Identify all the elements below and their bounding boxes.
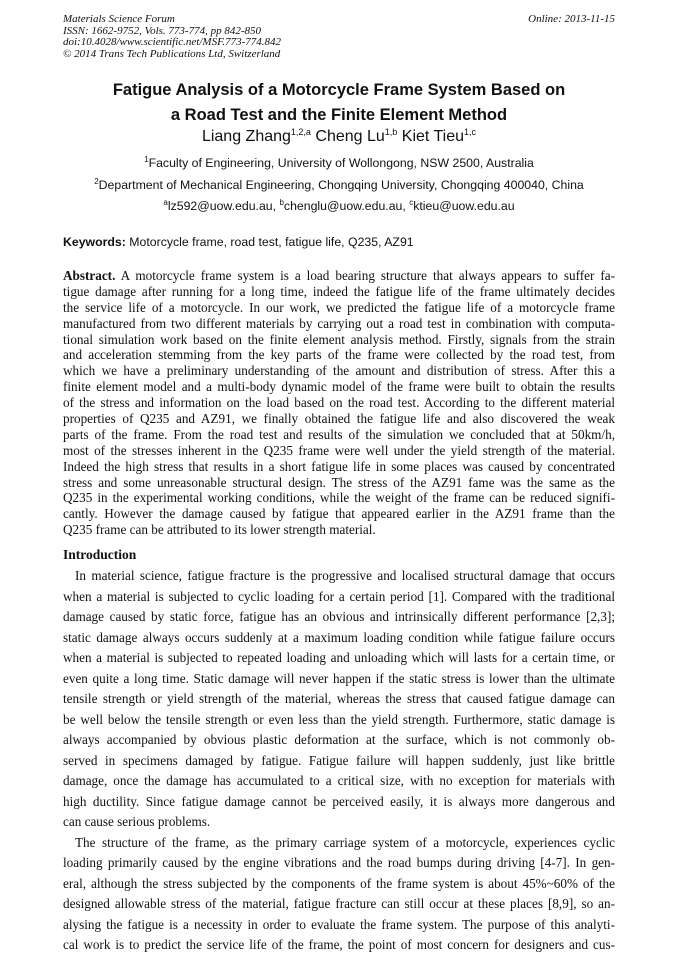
- author-name: Kiet Tieu: [401, 128, 465, 145]
- abstract-line: parts of the frame. From the road test and results of the simulation we concluded that at 50km/h,: [63, 426, 615, 442]
- doi-line: doi:10.4028/www.scientific.net/MSF.773-774.842: [63, 36, 282, 49]
- email-link[interactable]: lz592@uow.edu.au,: [167, 199, 280, 213]
- abstract-line: most of the stresses inherent in the Q235 frame were well under the yield strength of the material.: [63, 442, 615, 458]
- affiliation-mark: 1: [144, 155, 149, 164]
- abstract-line: cantly. However the damage caused by fatigue that appeared earlier in the AZ91 frame than the: [63, 506, 615, 522]
- abstract-line: tional simulation work based on the finite element analysis method. Firstly, signals from the strain: [63, 331, 615, 347]
- affiliation-text: Faculty of Engineering, University of Wollongong, NSW 2500, Australia: [148, 156, 534, 170]
- intro-line: damage caused by static force, fatigue has an obvious and intrinsically different performance [2,3];: [63, 609, 615, 624]
- abstract-line: manufactured from two different materials by carrying out a road test in combination with computa-: [63, 315, 615, 331]
- keywords-label: Keywords:: [63, 235, 126, 249]
- title-line-1: Fatigue Analysis of a Motorcycle Frame System Based on: [112, 81, 566, 99]
- intro-line: can cause serious problems.: [63, 814, 211, 829]
- keywords: [63, 234, 414, 250]
- intro-line: when a material is subjected to cyclic loading for a certain period [1]. Compared with the traditional: [63, 588, 615, 604]
- affiliation-mark: 2: [94, 177, 99, 186]
- abstract-line: of the stress and information on the load based on the road test. According to the different material: [63, 395, 615, 411]
- abstract-line: Q235 in the experimental working conditions, while the weight of the frame can be reduced signifi-: [63, 490, 615, 506]
- intro-line: loading primarily caused by the engine vibrations and the road bumps during driving [4-7]. In gen-: [63, 855, 615, 870]
- intro-line: served in specimens damaged by fatigue. Fatigue failure will happen suddenly, just like brittle: [63, 752, 615, 768]
- abstract-line: Indeed the high stress that results in a short fatigue life in some places was caused by concentrated: [63, 458, 615, 474]
- abstract: [63, 268, 615, 538]
- intro-line: when a material is subjected to repeated loading and unloading which will lasts for a certain time, or: [63, 650, 615, 665]
- intro-line: static damage always occurs suddenly at a maximum loading condition while fatigue failure occurs: [63, 629, 615, 645]
- intro-line: alysing the fatigue is a necessity in order to evaluate the frame system. The purpose of this analyti-: [63, 916, 615, 932]
- email-mark: b: [279, 198, 284, 207]
- abstract-line: finite element model and a multi-body dynamic model of the frame were built to obtain the results: [63, 379, 615, 395]
- section-heading-introduction: Introduction: [63, 547, 137, 562]
- email-mark: c: [409, 198, 414, 207]
- intro-line: eral, although the stress subjected by the components of the frame system is about 45%~60% of the: [63, 875, 615, 891]
- email-link[interactable]: chenglu@uow.edu.au,: [283, 199, 410, 213]
- intro-line: high ductility. Since fatigue damage cannot be perceived easily, it is always more dangerous and: [63, 793, 615, 809]
- abstract-line: stress and some unreasonable structural design. The stress of the AZ91 fame was the same as the: [63, 474, 615, 490]
- author-list: [0, 127, 678, 147]
- author-emails: [0, 198, 678, 214]
- abstract-line: which we have a preliminary understanding of the amount and distribution of stress. After this a: [63, 363, 615, 379]
- abstract-line: and acceleration stemming from the key parts of the frame were collected by the road test, from: [63, 347, 615, 363]
- intro-line: damage, once the damage has accumulated to a critical size, with no exception for materials with: [63, 773, 615, 788]
- affiliation-1: [0, 155, 678, 171]
- intro-line: The structure of the frame, as the primary carriage system of a motorcycle, experiences cyclic: [75, 834, 615, 850]
- email-mark: a: [163, 198, 168, 207]
- affiliation-2: [0, 177, 678, 193]
- abstract-line: tigue damage after running for a long time, indeed the fatigue life of the frame ultimately decides: [63, 283, 615, 299]
- intro-line: In material science, fatigue fracture is the progressive and localised structural damage that occurs: [75, 568, 615, 583]
- intro-line: tensile strength or yield strength of the material, whereas the stress that caused fatigue damage can: [63, 691, 615, 706]
- keywords-text: Motorcycle frame, road test, fatigue life, Q235, AZ91: [129, 235, 414, 249]
- intro-line: designed allowable stress of the material, fatigue fracture can still occur at these places [8,9], so an-: [63, 896, 615, 911]
- paper-title: [0, 78, 678, 127]
- intro-line: even quite a long time. Static damage will never happen if the static stress is lower than the ultimate: [63, 670, 615, 686]
- abstract-line: Abstract. A motorcycle frame system is a load bearing structure that always appears to suffer fa-: [63, 268, 615, 283]
- author-affiliation-mark: 1,c: [464, 127, 477, 137]
- author-name: Liang Zhang: [201, 128, 291, 145]
- email-link[interactable]: ktieu@uow.edu.au: [413, 199, 515, 213]
- copyright-line: © 2014 Trans Tech Publications Ltd, Switzerland: [63, 47, 281, 60]
- introduction-body: [63, 566, 615, 956]
- issn-line: ISSN: 1662-9752, Vols. 773-774, pp 842-850: [63, 24, 261, 37]
- title-line-2: a Road Test and the Finite Element Method: [170, 105, 508, 124]
- author-affiliation-mark: 1,2,a: [290, 127, 311, 137]
- intro-line: cal work is to predict the service life of the frame, the point of most concern for designers and cus-: [63, 937, 615, 952]
- intro-line: always accompanied by obvious plastic deformation at the surface, which is not commonly ob-: [63, 732, 615, 747]
- abstract-line: properties of Q235 and AZ91, we finally obtained the fatigue life and also discovered the weak: [63, 411, 615, 427]
- author-affiliation-mark: 1,b: [384, 127, 398, 137]
- online-date: Online: 2013-11-15: [528, 13, 615, 25]
- abstract-label: Abstract.: [63, 268, 116, 283]
- intro-line: be well below the tensile strength or even less than the yield strength. Furthermore, static damage is: [63, 711, 615, 727]
- abstract-line: the service life of a motorcycle. In our work, we predicted the fatigue life of a motorcycle frame: [63, 299, 615, 315]
- journal-name: Materials Science Forum: [63, 13, 175, 25]
- affiliation-text: Department of Mechanical Engineering, Chongqing University, Chongqing 400040, China: [98, 178, 584, 192]
- abstract-line: Q235 frame can be attributed to its lower strength material.: [63, 522, 376, 538]
- publication-header: [63, 14, 281, 60]
- author-name: Cheng Lu: [315, 128, 385, 145]
